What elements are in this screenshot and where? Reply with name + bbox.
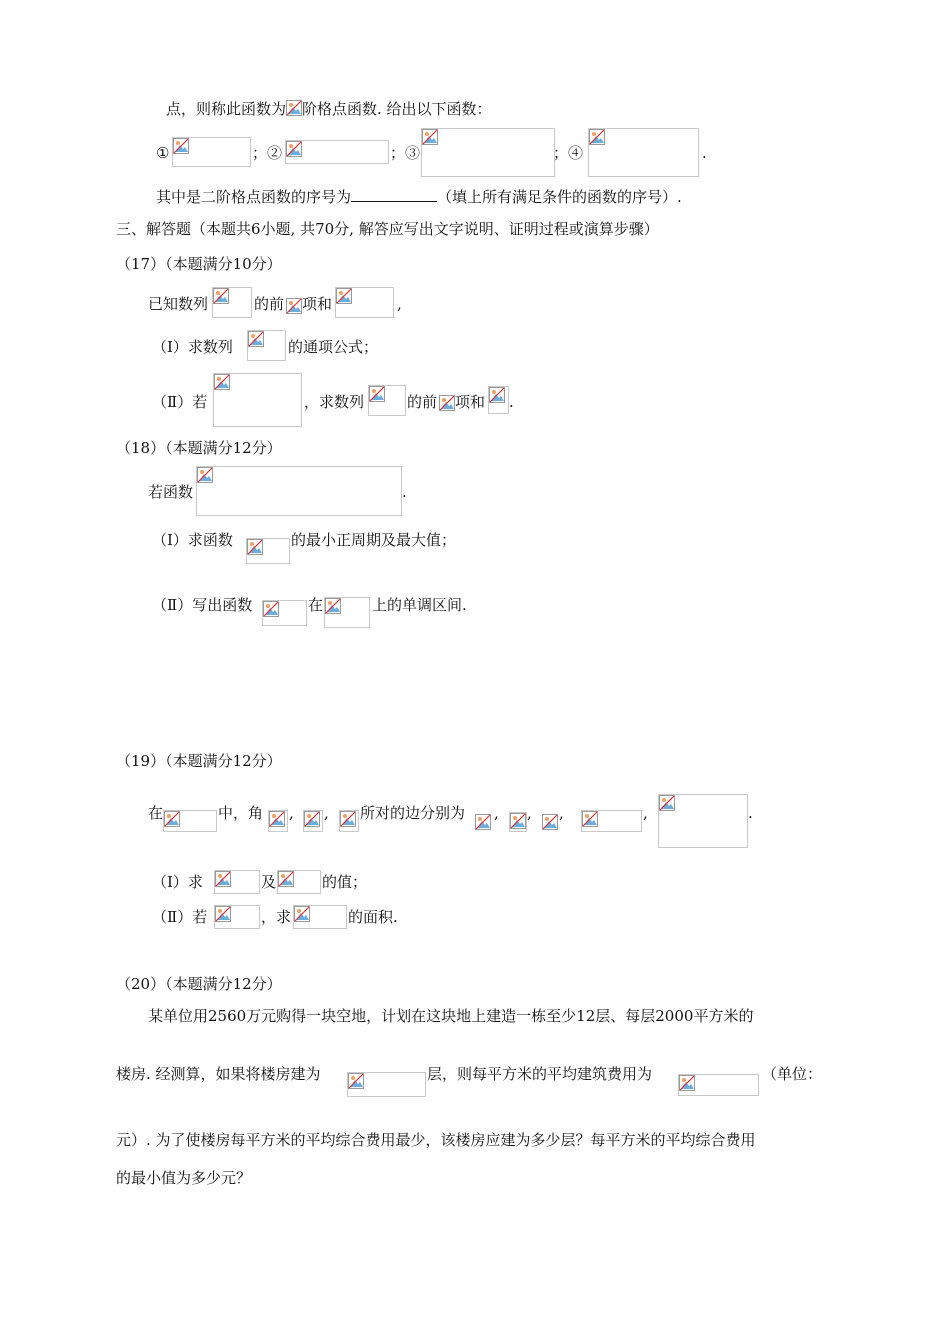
- q18-part1: （Ⅰ）求函数: [152, 531, 233, 549]
- comma: ,: [643, 804, 648, 822]
- comma: ,: [289, 804, 294, 822]
- q20-text: （单位：: [762, 1065, 823, 1083]
- formula-image: [286, 298, 302, 314]
- separator: ；③: [390, 144, 421, 162]
- formula-image: [303, 810, 323, 832]
- formula-image: [439, 395, 455, 411]
- formula-image: [247, 330, 286, 361]
- comma: ,: [527, 804, 532, 822]
- period: .: [702, 144, 707, 162]
- q19-part2: ，求: [261, 908, 292, 926]
- formula-image: [335, 287, 394, 318]
- answer-blank[interactable]: [351, 187, 437, 202]
- q19-part1: 的值；: [322, 873, 368, 891]
- formula-image: [658, 794, 748, 848]
- formula-image: [488, 386, 509, 414]
- q17-part2: （Ⅱ）若: [152, 393, 208, 411]
- intro-text: 点，则称此函数为: [166, 100, 287, 118]
- formula-image: [268, 810, 288, 832]
- q17-part2: ，求数列: [304, 393, 365, 411]
- q18-part2: 在: [308, 596, 324, 614]
- q20-text: 楼房. 经测算，如果将楼房建为: [116, 1065, 321, 1083]
- q17-stem: 的前: [254, 295, 285, 313]
- formula-image-2: [285, 140, 389, 164]
- formula-image: [246, 538, 290, 564]
- period: .: [509, 393, 514, 411]
- comma: ,: [494, 804, 499, 822]
- separator: ；②: [252, 144, 283, 162]
- period: .: [748, 804, 753, 822]
- formula-image: [212, 287, 252, 318]
- q17-part1: 的通项公式；: [288, 338, 379, 356]
- q19-part1: （Ⅰ）求: [152, 873, 203, 891]
- formula-image: [678, 1074, 759, 1096]
- comma: ,: [324, 804, 329, 822]
- section-heading: 三、解答题（本题共6小题, 共70分, 解答应写出文字说明、证明过程或演算步骤）: [116, 220, 659, 238]
- broken-image-icon: [286, 100, 302, 116]
- q17-part1: （Ⅰ）求数列: [152, 338, 233, 356]
- q19-stem: 所对的边分别为: [360, 804, 466, 822]
- formula-image-3: [421, 128, 555, 177]
- q20-text: 元）. 为了使楼房每平方米的平均综合费用最少，该楼房应建为多少层？每平方米的平均综合费用: [116, 1131, 756, 1149]
- q17-stem: 已知数列: [148, 295, 209, 313]
- q20-header: （20）（本题满分12分）: [116, 975, 282, 993]
- formula-image: [277, 870, 321, 894]
- circled-one: ①: [156, 144, 170, 162]
- q18-part2: （Ⅱ）写出函数: [152, 596, 253, 614]
- q19-part2: （Ⅱ）若: [152, 908, 208, 926]
- question-text: （填上所有满足条件的函数的序号）.: [437, 188, 682, 206]
- formula-image: [475, 814, 493, 832]
- q20-text: 的最小值为多少元？: [116, 1169, 252, 1187]
- q19-part2: 的面积.: [348, 908, 398, 926]
- q17-part2: 项和: [455, 393, 486, 411]
- q19-stem: 在: [148, 804, 164, 822]
- q17-stem: 项和: [302, 295, 333, 313]
- formula-image: [293, 905, 347, 929]
- formula-image: [542, 814, 558, 832]
- q18-stem: 若函数: [148, 483, 194, 501]
- q18-part1: 的最小正周期及最大值；: [291, 531, 457, 549]
- formula-image-1: [172, 137, 251, 167]
- q18-header: （18）（本题满分12分）: [116, 439, 282, 457]
- q17-header: （17）（本题满分10分）: [116, 255, 282, 273]
- formula-image: [196, 466, 402, 516]
- intro-text: 阶格点函数. 给出以下函数：: [302, 100, 492, 118]
- formula-image: [347, 1072, 426, 1097]
- q19-stem: 中，角: [218, 804, 264, 822]
- formula-image: [324, 597, 370, 628]
- formula-image: [214, 870, 260, 894]
- q18-part2: 上的单调区间.: [372, 596, 467, 614]
- formula-image: [368, 385, 406, 416]
- q19-part1: 及: [261, 873, 277, 891]
- question-text: 其中是二阶格点函数的序号为: [156, 188, 352, 206]
- formula-image: [509, 812, 527, 832]
- separator: ；④: [553, 144, 584, 162]
- comma: ,: [559, 804, 564, 822]
- formula-image: [213, 373, 302, 427]
- period: .: [402, 483, 407, 501]
- q17-stem: ,: [397, 295, 402, 313]
- formula-image: [339, 810, 359, 832]
- formula-image: [163, 810, 217, 832]
- q20-text: 某单位用2560万元购得一块空地，计划在这块地上建造一栋至少12层、每层2000平方米的: [148, 1007, 754, 1025]
- formula-image: [214, 905, 260, 929]
- q20-text: 层，则每平方米的平均建筑费用为: [427, 1065, 653, 1083]
- formula-image: [262, 600, 307, 626]
- q17-part2: 的前: [407, 393, 438, 411]
- q19-header: （19）（本题满分12分）: [116, 752, 282, 770]
- formula-image: [581, 810, 642, 832]
- formula-image-4: [588, 128, 699, 177]
